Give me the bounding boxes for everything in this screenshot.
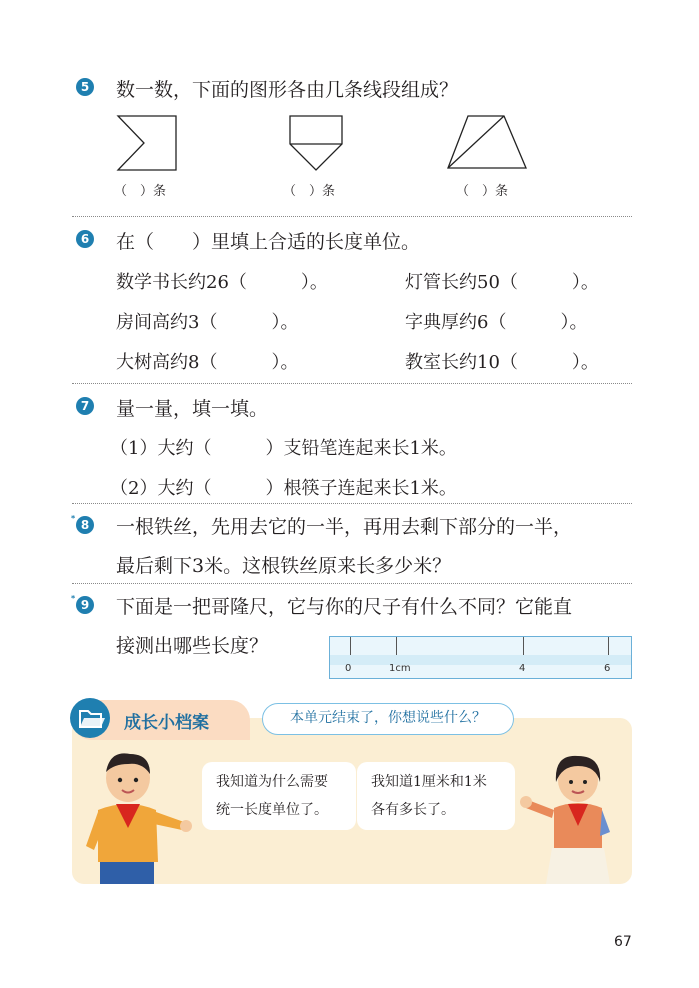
q5-caption-2: （ ）条 [283, 184, 336, 199]
q6-item-2: 灯管长约50（ ）。 [405, 272, 599, 293]
q5-caption-1: （ ）条 [114, 184, 167, 199]
q6-number-badge: 6 [76, 230, 94, 248]
q6-item-1: 数学书长约26（ ）。 [116, 272, 328, 293]
golomb-ruler [329, 636, 632, 679]
girl-illustration [516, 752, 626, 884]
q6-item-4: 字典厚约6（ ）。 [405, 312, 588, 333]
boy-speech-bubble [202, 762, 356, 830]
girl-speech-line-2: 各有多长了。 [371, 802, 455, 818]
q6-item-6: 教室长约10（ ）。 [405, 352, 599, 373]
boy-speech-line-2: 统一长度单位了。 [216, 802, 328, 818]
q7-item-2: （2）大约（ ）根筷子连起来长1米。 [110, 478, 457, 499]
star-icon: * [71, 594, 76, 603]
q8-line-1: 一根铁丝，先用去它的一半，再用去剩下部分的一半， [116, 516, 573, 538]
q5-number-badge: 5 [76, 78, 94, 96]
q9-line-1: 下面是一把哥隆尺，它与你的尺子有什么不同？它能直 [116, 596, 573, 618]
separator [72, 583, 632, 584]
q7-title: 量一量，填一填。 [116, 398, 269, 420]
q8-line-2: 最后剩下3米。这根铁丝原来长多少米？ [116, 555, 452, 577]
q6-item-5: 大树高约8（ ）。 [116, 352, 299, 373]
girl-speech-line-1: 我知道1厘米和1米 [371, 774, 487, 790]
q5-figure-chevron [118, 116, 176, 170]
q7-number-badge: 7 [76, 397, 94, 415]
separator [72, 383, 632, 384]
q8-number: 8 [80, 518, 90, 532]
ruler-label-0: 0 [345, 663, 352, 674]
q9-line-2: 接测出哪些长度？ [116, 635, 269, 657]
ruler-label-1cm: 1cm [389, 663, 411, 674]
growth-archive-prompt: 本单元结束了，你想说些什么？ [262, 703, 514, 735]
star-icon: * [71, 514, 76, 523]
q9-number: 9 [80, 598, 90, 612]
ruler-label-6: 6 [604, 663, 611, 674]
q5-figure-trapezoid [448, 116, 526, 168]
growth-archive-title: 成长小档案 [124, 713, 209, 733]
ruler-tick-6 [608, 637, 609, 655]
page-number: 67 [614, 934, 632, 950]
q6-item-3: 房间高约3（ ）。 [116, 312, 299, 333]
separator [72, 216, 632, 217]
ruler-tick-4 [523, 637, 524, 655]
boy-illustration [86, 750, 206, 884]
q5-title: 数一数，下面的图形各由几条线段组成？ [116, 79, 459, 101]
boy-speech-line-1: 我知道为什么需要 [216, 774, 328, 790]
q5-caption-3: （ ）条 [456, 184, 509, 199]
folder-icon [70, 698, 110, 738]
separator [72, 503, 632, 504]
q5-figures [100, 110, 540, 176]
q9-number-badge [71, 594, 94, 614]
ruler-tick-1 [396, 637, 397, 655]
ruler-label-4: 4 [519, 663, 526, 674]
q7-item-1: （1）大约（ ）支铅笔连起来长1米。 [110, 438, 457, 459]
girl-speech-bubble [357, 762, 515, 830]
ruler-stripe [330, 655, 631, 665]
q8-number-badge [71, 514, 94, 534]
ruler-tick-0 [350, 637, 351, 655]
q6-title: 在（ ）里填上合适的长度单位。 [116, 231, 421, 253]
q5-figure-pentagon [290, 116, 342, 170]
